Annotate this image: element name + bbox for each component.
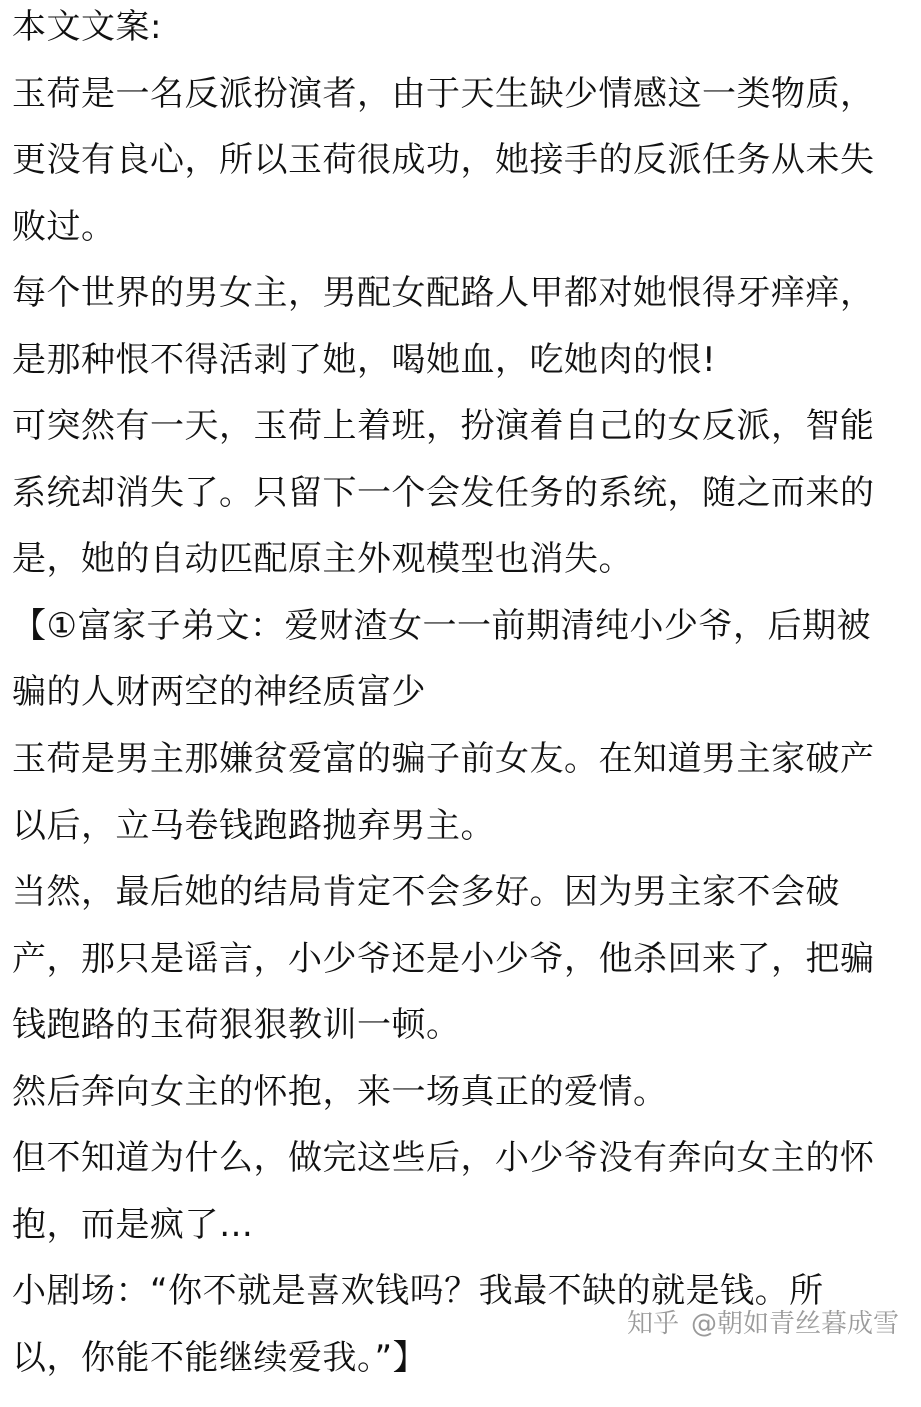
text-line: 玉荷是男主那嫌贫爱富的骗子前女友。在知道男主家破产 [12,739,875,780]
text-line: 玉荷是一名反派扮演者，由于天生缺少情感这一类物质， [12,73,875,114]
text-line: 但不知道为什么，做完这些后，小少爷没有奔向女主的怀 [12,1138,875,1179]
text-line: 以后，立马卷钱跑路抛弃男主。 [12,805,495,846]
text-line: 更没有良心，所以玉荷很成功，她接手的反派任务从未失 [12,140,875,181]
text-line: 骗的人财两空的神经质富少 [12,672,426,713]
text-line: 本文文案: [12,7,162,47]
text-line: 可突然有一天，玉荷上着班，扮演着自己的女反派，智能 [12,406,875,447]
text-line: 钱跑路的玉荷狠狠教训一顿。 [12,1005,461,1046]
text-line: 每个世界的男女主，男配女配路人甲都对她恨得牙痒痒， [12,273,875,314]
text-line: 当然，最后她的结局肯定不会多好。因为男主家不会破 [12,872,840,913]
watermark-author: @朝如青丝暮成雪 [690,1309,899,1339]
watermark [627,1311,899,1337]
text-line: 败过。 [12,206,116,247]
text-line: 系统却消失了。只留下一个会发任务的系统，随之而来的 [12,472,875,513]
text-line: 小剧场：“你不就是喜欢钱吗？我最不缺的就是钱。所 [12,1271,824,1312]
text-line: 是那种恨不得活剥了她，喝她血，吃她肉的恨! [12,339,717,380]
text-line: 抱，而是疯了… [12,1204,254,1245]
document-body [12,0,912,1407]
watermark-brand: 知乎 [626,1309,679,1339]
text-line: 然后奔向女主的怀抱，来一场真正的爱情。 [12,1071,668,1112]
text-line: 【①富家子弟文：爱财渣女一一前期清纯小少爷，后期被 [12,605,871,646]
text-line: 以，你能不能继续爱我。”】 [12,1337,428,1378]
text-line: 是，她的自动匹配原主外观模型也消失。 [12,539,633,580]
text-line: 产，那只是谣言，小少爷还是小少爷，他杀回来了，把骗 [12,938,875,979]
